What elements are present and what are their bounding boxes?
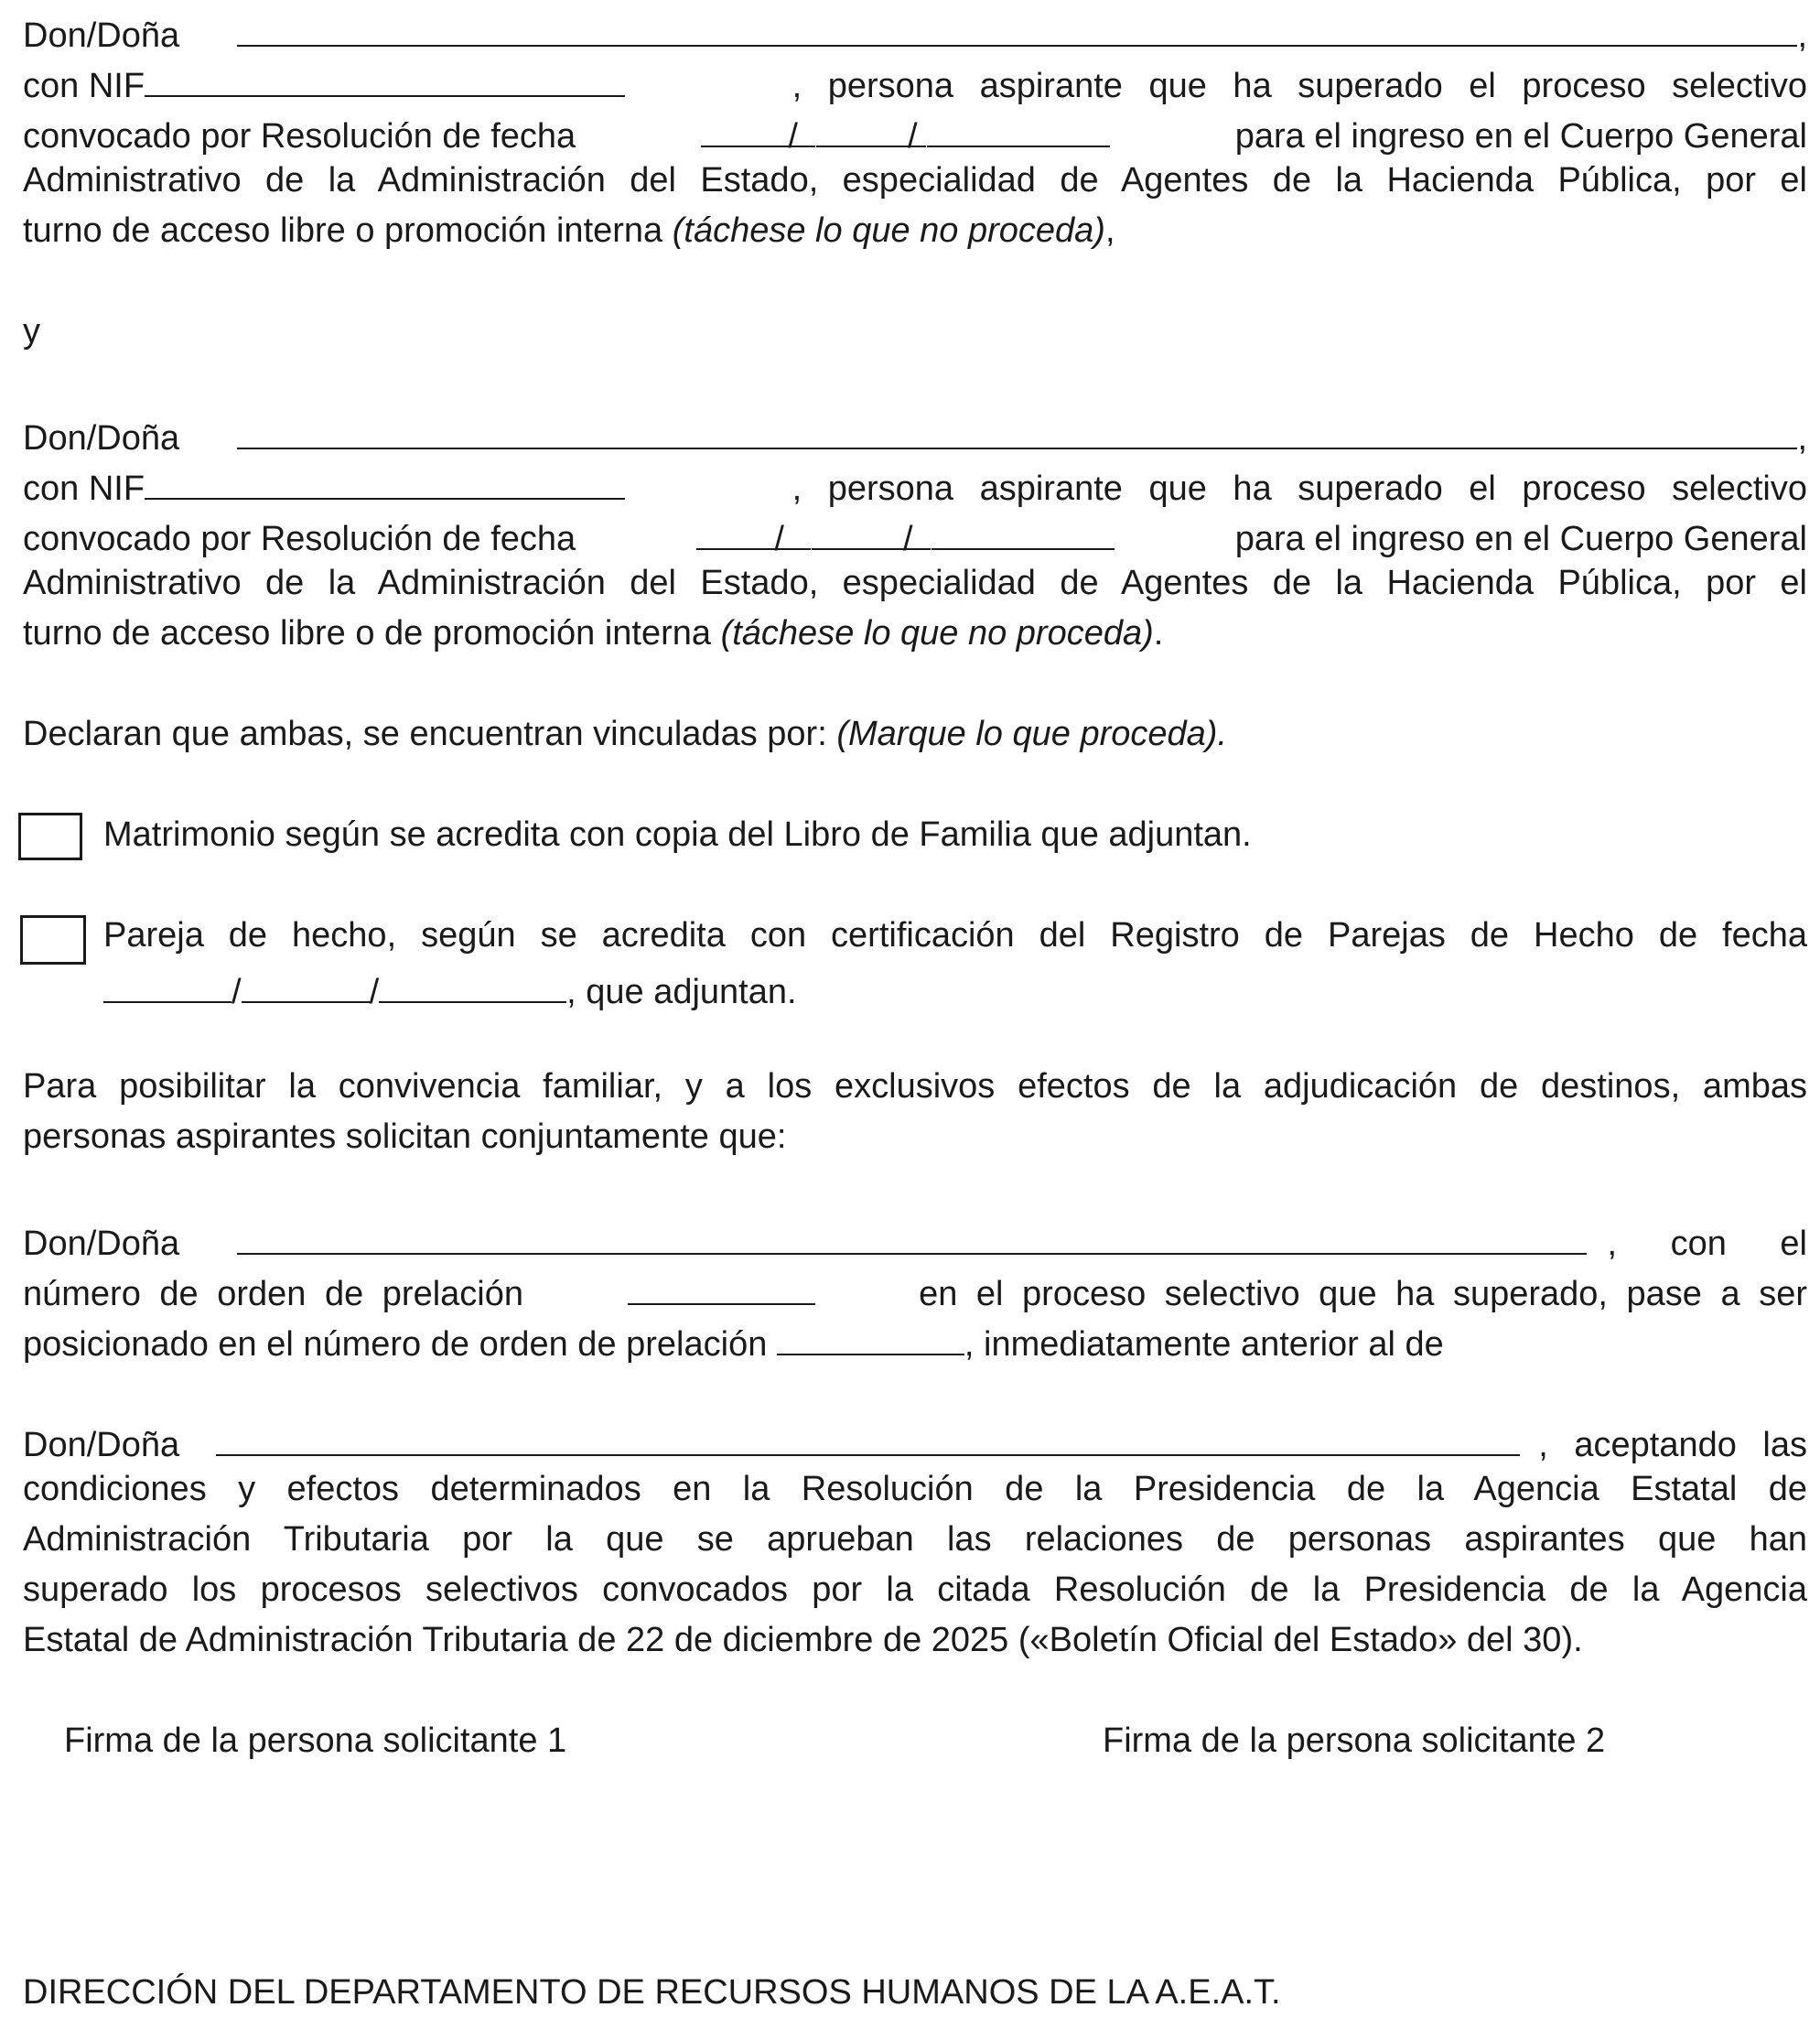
applicant1-line5-end: , xyxy=(1104,211,1115,250)
applicant2-ingreso-text: para el ingreso en el Cuerpo General xyxy=(1234,520,1807,558)
solicitud-numero-orden-text: número de orden de prelación xyxy=(23,1275,524,1313)
comma: , xyxy=(1797,16,1807,55)
declaran-line xyxy=(23,709,1807,760)
pareja-option-line1 xyxy=(103,911,1807,961)
applicant2-line4 xyxy=(23,558,1807,609)
solicitud-name-line xyxy=(23,1213,1807,1269)
applicant2-nif-label: con NIF xyxy=(23,469,145,508)
aceptando-line2 xyxy=(23,1464,1807,1515)
applicant1-don-dona-label: Don/Doña xyxy=(23,16,180,55)
pareja-checkbox[interactable] xyxy=(20,915,86,965)
solicitud-anterior-text: , inmediatamente anterior al de xyxy=(964,1325,1444,1364)
applicant1-strike-note: (táchese lo que no proceda) xyxy=(672,211,1105,250)
aceptando-line5: Estatal de Administración Tributaria de 22 de diciembre de 2025 («Boletín Oficial del Estado» del 30). xyxy=(23,1621,1583,1659)
aceptando-don-dona-label: Don/Doña xyxy=(23,1426,180,1464)
aceptando-line3 xyxy=(23,1515,1807,1565)
applicant2-don-dona-label: Don/Doña xyxy=(23,419,180,458)
aceptando-tail: , aceptando las xyxy=(1538,1426,1807,1464)
applicant2-line4-text: Administrativo de la Administración del Estado, especialidad de Agentes de la Hacienda Pública, por el xyxy=(23,564,1807,602)
solicitud-orden-nuevo-field[interactable] xyxy=(777,1313,964,1355)
applicant1-nif-label: con NIF xyxy=(23,67,145,105)
solicitud-posicionado-line xyxy=(23,1313,1807,1370)
footer-direccion: DIRECCIÓN DEL DEPARTAMENTO DE RECURSOS HUMANOS DE LA A.E.A.T. xyxy=(23,1973,1281,2012)
applicant2-line5 xyxy=(23,609,1807,659)
para-line1 xyxy=(23,1062,1807,1112)
applicant1-name-field[interactable] xyxy=(237,5,1797,47)
aceptando-line4-text: superado los procesos selectivos convocados por la citada Resolución de la Presidencia de la Agencia xyxy=(23,1570,1807,1609)
applicant2-nif-line xyxy=(23,458,1807,514)
applicant1-ingreso-text: para el ingreso en el Cuerpo General xyxy=(1234,117,1807,156)
applicant2-nif-tail: , persona aspirante que ha superado el proceso selectivo xyxy=(792,469,1807,508)
applicant2-date-field[interactable]: / / xyxy=(696,508,1114,565)
pareja-date-field[interactable]: / / xyxy=(103,961,566,1018)
applicant2-convocado-label: convocado por Resolución de fecha xyxy=(23,520,576,558)
applicant2-nif-field[interactable] xyxy=(145,458,625,500)
aceptando-line3-text: Administración Tributaria por la que se aprueban las relaciones de personas aspirantes que han xyxy=(23,1520,1807,1559)
solicitud-posicionado-text: posicionado en el número de orden de prelación xyxy=(23,1325,768,1364)
applicant1-line5 xyxy=(23,206,1807,256)
aceptando-line4 xyxy=(23,1565,1807,1615)
applicant1-convocado-label: convocado por Resolución de fecha xyxy=(23,117,576,156)
aceptando-name-line xyxy=(23,1414,1807,1471)
applicant1-line4 xyxy=(23,156,1807,206)
applicant1-nif-line xyxy=(23,55,1807,112)
pareja-option-line2 xyxy=(103,961,1807,1018)
solicitud-proceso-text: en el proceso selectivo que ha superado, pase a ser xyxy=(919,1275,1807,1313)
declaran-text: Declaran que ambas, se encuentran vinculadas por: xyxy=(23,715,827,753)
pareja-tail: , que adjuntan. xyxy=(566,973,797,1011)
para-line2: personas aspirantes solicitan conjuntamente que: xyxy=(23,1117,787,1156)
applicant1-date-field[interactable]: / / xyxy=(701,105,1109,162)
applicant2-strike-note: (táchese lo que no proceda) xyxy=(720,614,1154,653)
aceptando-line2-text: condiciones y efectos determinados en la Resolución de la Presidencia de la Agencia Estatal de xyxy=(23,1470,1807,1508)
matrimonio-option-text: Matrimonio según se acredita con copia del Libro de Familia que adjuntan. xyxy=(103,815,1252,854)
para-line1-text: Para posibilitar la convivencia familiar, y a los exclusivos efectos de la adjudicación de destinos, ambas xyxy=(23,1067,1807,1106)
applicant2-name-line xyxy=(23,407,1807,464)
pareja-option-text: Pareja de hecho, según se acredita con certificación del Registro de Parejas de Hecho de fecha xyxy=(103,916,1807,955)
comma: , xyxy=(1797,419,1807,458)
applicant1-name-line xyxy=(23,5,1807,61)
solicitud-orden-line xyxy=(23,1263,1807,1320)
aceptando-name-field[interactable] xyxy=(216,1414,1520,1456)
applicant2-line5-end: . xyxy=(1153,614,1164,653)
solicitud-don-dona-label: Don/Doña xyxy=(23,1225,180,1263)
applicant1-line4-text: Administrativo de la Administración del Estado, especialidad de Agentes de la Hacienda Pública, por el xyxy=(23,161,1807,200)
declaran-instruction: (Marque lo que proceda). xyxy=(836,715,1227,753)
applicant1-nif-tail: , persona aspirante que ha superado el proceso selectivo xyxy=(792,67,1807,105)
applicant1-convocado-line xyxy=(23,105,1807,162)
solicitud-con-el: , con el xyxy=(1607,1225,1807,1263)
solicitud-name-field[interactable] xyxy=(237,1213,1587,1255)
solicitud-orden-actual-field[interactable] xyxy=(628,1263,815,1305)
firma-solicitante-1: Firma de la persona solicitante 1 xyxy=(64,1721,567,1760)
applicant1-line5-text: turno de acceso libre o promoción interna xyxy=(23,211,663,250)
applicant2-convocado-line xyxy=(23,508,1807,565)
applicant2-line5-text: turno de acceso libre o de promoción interna xyxy=(23,614,712,653)
applicant2-name-field[interactable] xyxy=(237,407,1797,449)
firma-solicitante-2: Firma de la persona solicitante 2 xyxy=(1103,1721,1606,1760)
matrimonio-checkbox[interactable] xyxy=(18,813,82,860)
applicant1-nif-field[interactable] xyxy=(145,55,625,97)
connector-y: y xyxy=(23,312,40,351)
